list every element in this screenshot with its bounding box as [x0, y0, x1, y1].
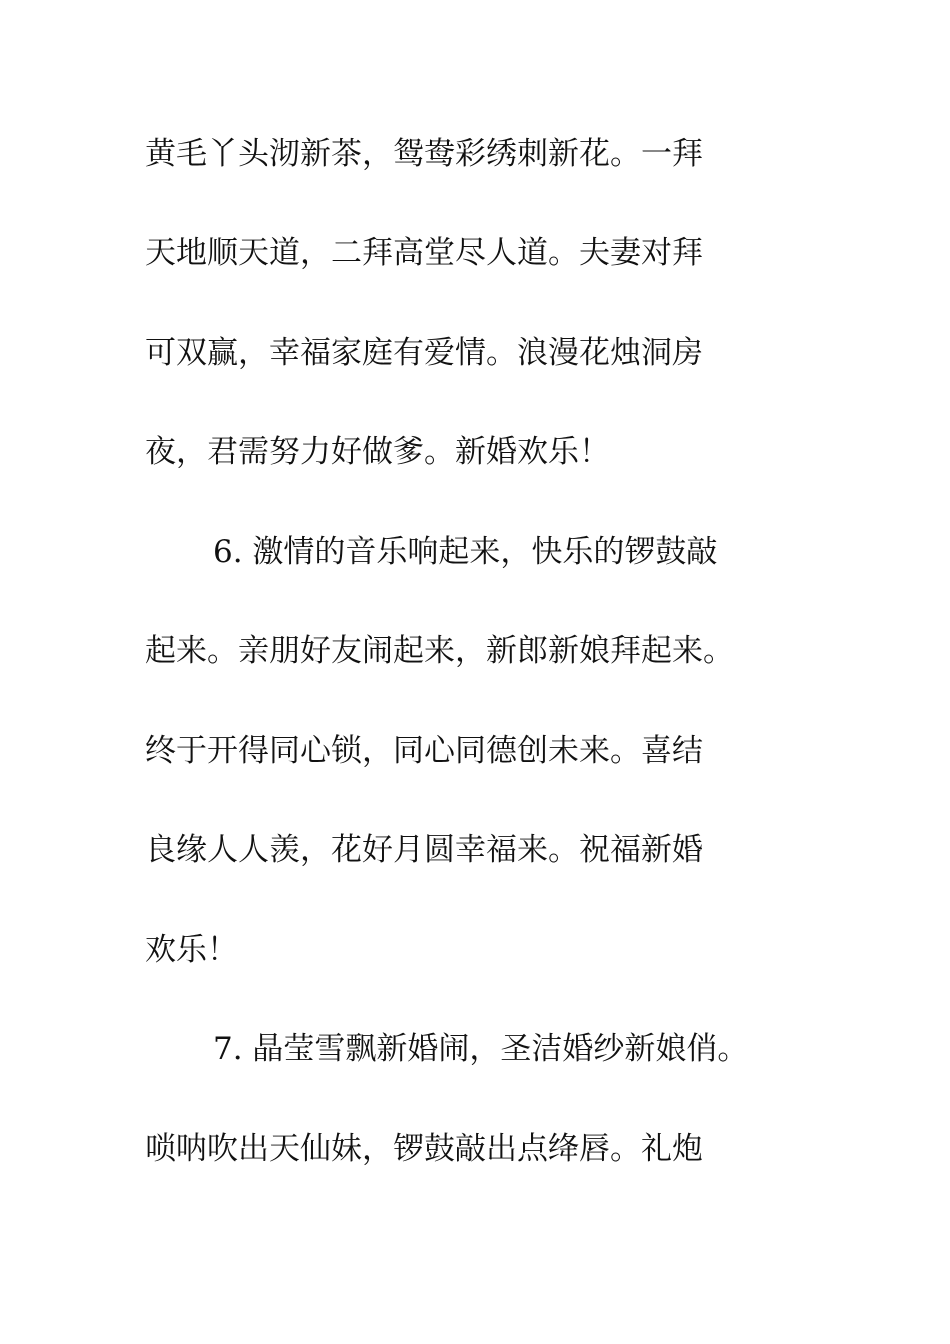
text-line: 良缘人人羡，花好月圆幸福来。祝福新婚	[145, 832, 703, 868]
text-line: 终于开得同心锁，同心同德创未来。喜结	[145, 733, 703, 769]
text-line: 天地顺天道，二拜高堂尽人道。夫妻对拜	[145, 235, 703, 271]
text-line: 夜，君需努力好做爹。新婚欢乐！	[145, 434, 610, 470]
text-line: 黄毛丫头沏新茶，鸳鸯彩绣刺新花。一拜	[145, 136, 703, 172]
text-line: 唢呐吹出天仙妹，锣鼓敲出点绛唇。礼炮	[145, 1131, 703, 1167]
text-line: 欢乐！	[145, 932, 238, 968]
paragraph-start-7: 7. 晶莹雪飘新婚闹，圣洁婚纱新娘俏。	[213, 1031, 749, 1067]
text-line: 可双赢，幸福家庭有爱情。浪漫花烛洞房	[145, 335, 703, 371]
paragraph-start-6: 6. 激情的音乐响起来，快乐的锣鼓敲	[213, 534, 718, 570]
text-line: 起来。亲朋好友闹起来，新郎新娘拜起来。	[145, 633, 734, 669]
